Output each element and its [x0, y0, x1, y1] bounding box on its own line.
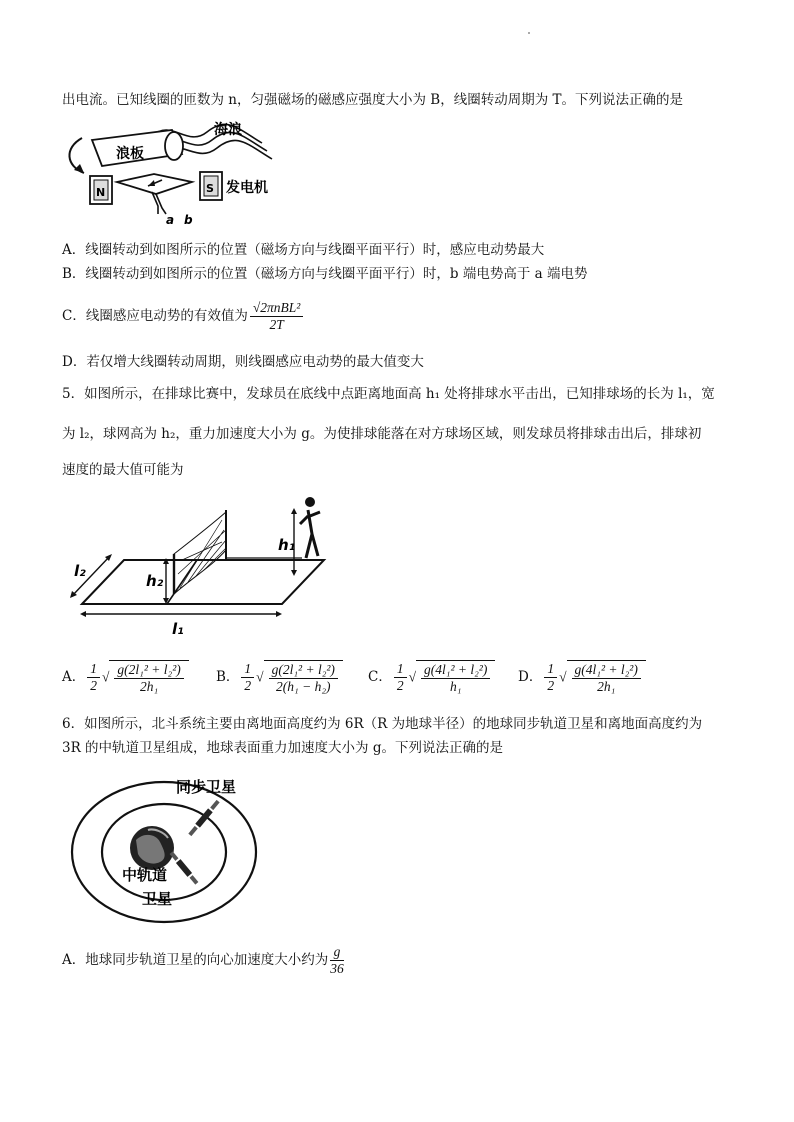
- q4-option-c-text: C．线圈感应电动势的有效值为: [62, 308, 248, 324]
- label-sync-satellite: 同步卫星: [176, 778, 237, 796]
- q4-option-b: B．线圈转动到如图所示的位置（磁场方向与线圈平面平行）时，b 端电势高于 a 端电势: [62, 266, 588, 282]
- option-label: D．: [518, 669, 543, 685]
- frac-numerator: 1: [394, 661, 407, 678]
- frac-denominator: 2: [244, 678, 252, 693]
- label-mid-orbit: 中轨道: [122, 866, 168, 884]
- q4-option-c-fraction: [250, 300, 303, 333]
- q5-stem-line-1: 5．如图所示，在排球比赛中，发球员在底线中点距离地面高 h₁ 处将排球水平击出，已知排球场的长为 l₁，宽: [62, 386, 715, 402]
- label-l1: l₁: [172, 620, 184, 638]
- frac-denominator: 2: [396, 678, 404, 693]
- q6-option-a-text: A．地球同步轨道卫星的向心加速度大小约为: [62, 952, 329, 968]
- frac-numerator: √2πnBL²: [250, 300, 303, 317]
- label-terminal-a: a: [166, 213, 175, 227]
- label-board: 浪板: [116, 146, 144, 162]
- q6-stem-line-1: 6．如图所示，北斗系统主要由离地面高度约为 6R（R 为地球半径）的地球同步轨道卫星和离地面高度约为: [62, 716, 703, 732]
- sqrt-expression: √ $\frac{\text{g(2l₁² + l₂²)}}{\text{2(h₁ − h₂)}}$: [256, 660, 343, 695]
- frac-numerator: g(4l₁² + l₂²): [572, 662, 641, 679]
- label-magnet-s: S: [206, 182, 214, 195]
- coef-fraction: [394, 661, 407, 694]
- option-label: C．: [368, 669, 392, 685]
- q5-option-c: [368, 660, 495, 695]
- q6-stem-line-2: 3R 的中轨道卫星组成，地球表面重力加速度大小为 g。下列说法正确的是: [62, 740, 503, 756]
- frac-denominator: 2h₁: [139, 679, 159, 694]
- frac-numerator: g: [330, 944, 344, 961]
- frac-denominator: 2(h₁ − h₂): [276, 679, 331, 694]
- coef-fraction: [544, 661, 557, 694]
- frac-denominator: 2: [547, 678, 555, 693]
- frac-numerator: 1: [87, 661, 100, 678]
- figure-satellite-orbits: [64, 770, 264, 930]
- frac-numerator: 1: [544, 661, 557, 678]
- sqrt-expression: √ $\frac{\text{g(2l₁² + l₂²)}}{\text{2h₁}}$: [102, 660, 189, 695]
- frac-numerator: 1: [241, 661, 254, 678]
- label-mid-satellite: 卫星: [142, 890, 173, 908]
- q5-option-b: [216, 660, 343, 695]
- frac-denominator: h₁: [449, 679, 462, 694]
- frac-numerator: g(2l₁² + l₂²): [114, 662, 183, 679]
- sqrt-expression: √ $\frac{\text{g(4l₁² + l₂²)}}{\text{2h₁}}$: [559, 660, 646, 695]
- label-h1: h₁: [278, 536, 296, 554]
- frac-numerator: g(4l₁² + l₂²): [421, 662, 490, 679]
- figure-volleyball-court: [62, 490, 362, 640]
- coef-fraction: [87, 661, 100, 694]
- frac-denominator: 2: [90, 678, 97, 693]
- label-magnet-n: N: [96, 186, 106, 199]
- frac-denominator: 36: [330, 961, 344, 976]
- label-l2: l₂: [74, 562, 86, 580]
- q4-option-a: A．线圈转动到如图所示的位置（磁场方向与线圈平面平行）时，感应电动势最大: [62, 242, 545, 258]
- option-label: A．: [62, 669, 86, 685]
- q5-option-a: [62, 660, 189, 695]
- q4-option-d: D．若仅增大线圈转动周期，则线圈感应电动势的最大值变大: [62, 354, 424, 370]
- scan-dot: [528, 32, 530, 34]
- coef-fraction: [241, 661, 254, 694]
- figure-wave-generator: [62, 118, 282, 228]
- frac-denominator: 2h₁: [597, 679, 616, 694]
- q5-stem-line-3: 速度的最大值可能为: [62, 462, 184, 478]
- label-sea-wave: 海浪: [214, 122, 242, 138]
- label-terminal-b: b: [184, 213, 193, 227]
- option-label: B．: [216, 669, 240, 685]
- q5-option-d: [518, 660, 646, 695]
- label-generator: 发电机: [226, 180, 268, 196]
- q4-stem-line: 出电流。已知线圈的匝数为 n，匀强磁场的磁感应强度大小为 B，线圈转动周期为 T。下列说法正确的是: [62, 92, 683, 108]
- q4-option-c: [62, 300, 305, 333]
- label-h2: h₂: [146, 572, 164, 590]
- frac-denominator: 2T: [269, 317, 284, 332]
- q5-stem-line-2: 为 l₂，球网高为 h₂，重力加速度大小为 g。为使排球能落在对方球场区域，则发球员将排球击出后，排球初: [62, 426, 702, 442]
- q6-option-a: [62, 944, 346, 977]
- q6-option-a-fraction: [330, 944, 344, 977]
- sqrt-expression: √ $\frac{\text{g(4l₁² + l₂²)}}{\text{h₁}}$: [409, 660, 496, 695]
- frac-numerator: g(2l₁² + l₂²): [269, 662, 338, 679]
